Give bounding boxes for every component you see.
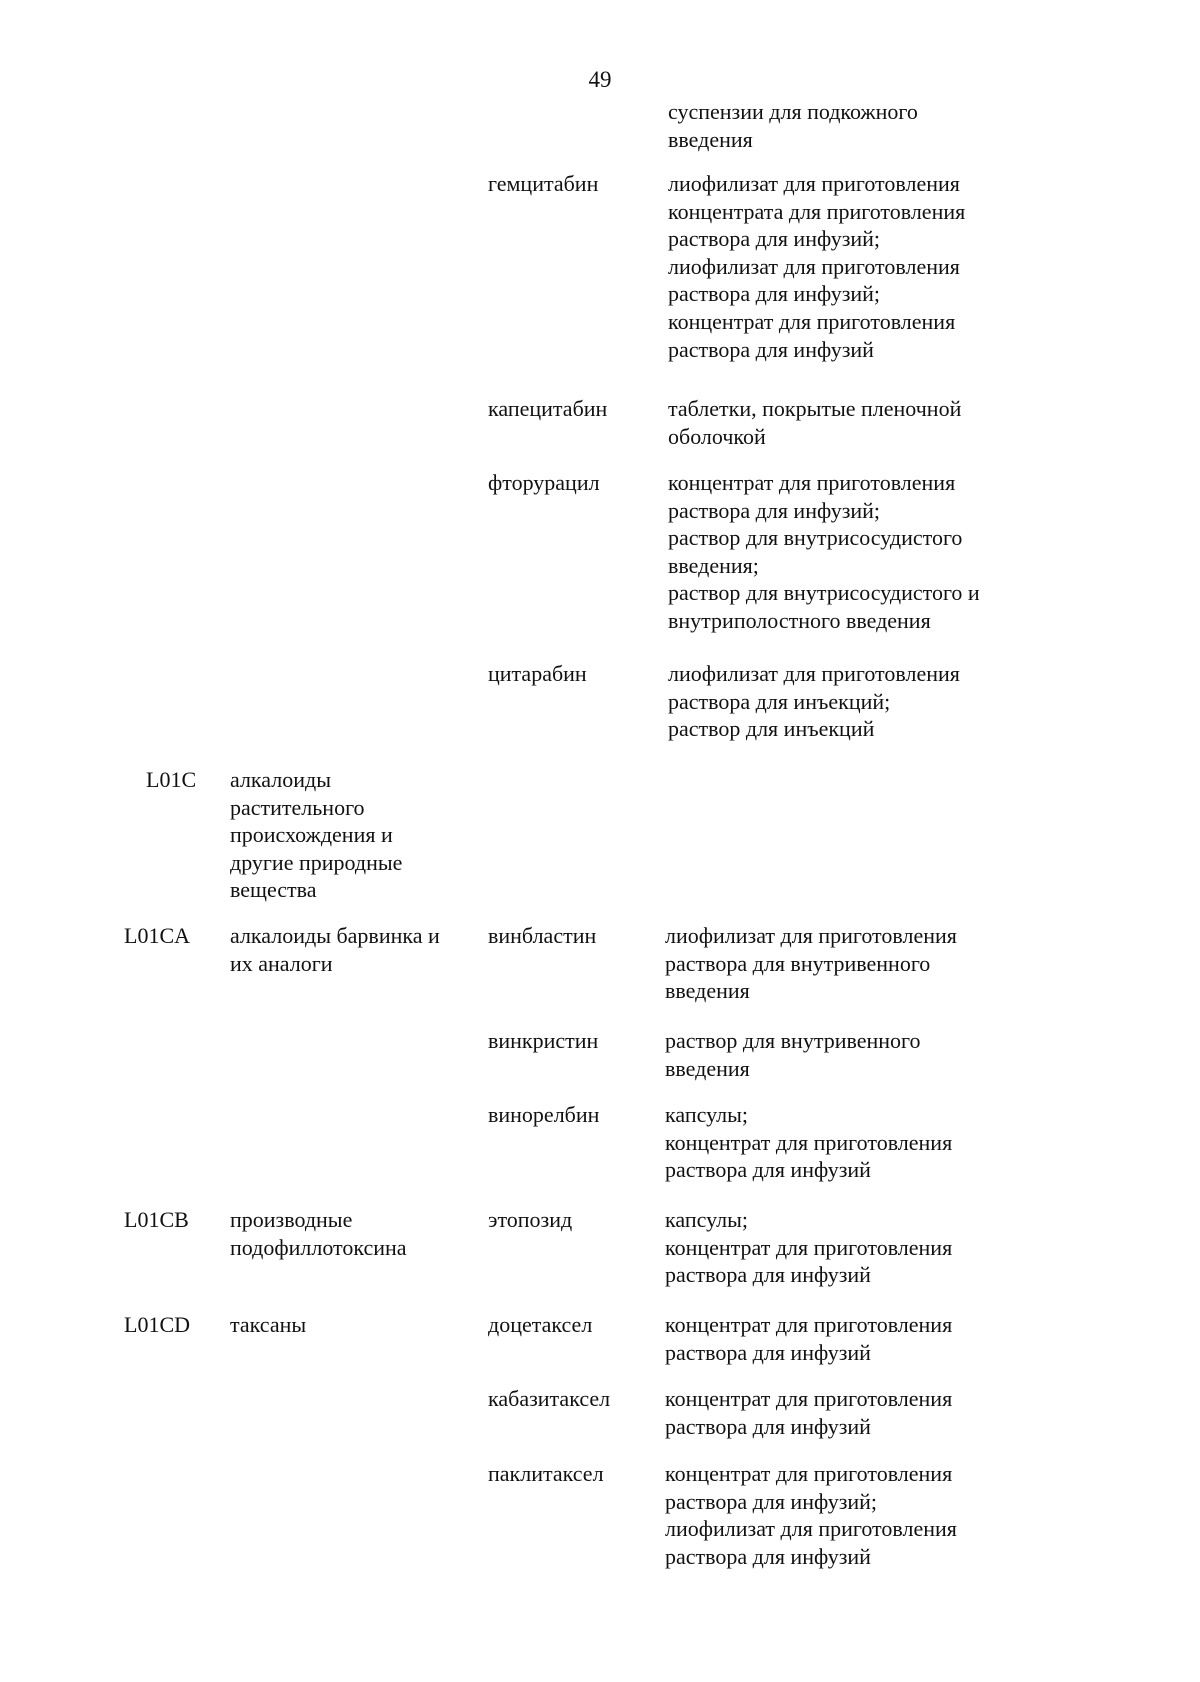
atc-code: L01C <box>146 767 197 792</box>
drug-name: капецитабин <box>488 396 608 421</box>
atc-group-name: алкалоиды барвинка и их аналоги <box>230 923 440 976</box>
page-number: 49 <box>588 67 612 92</box>
dosage-form: лиофилизат для приготовления раствора для внутривенного введения <box>665 923 957 1004</box>
atc-group-name: таксаны <box>230 1312 307 1337</box>
dosage-form: таблетки, покрытые пленочной оболочкой <box>668 396 962 449</box>
atc-code: L01CB <box>124 1207 189 1232</box>
drug-name: кабазитаксел <box>488 1386 611 1411</box>
dosage-form: капсулы; концентрат для приготовления раствора для инфузий <box>665 1102 953 1183</box>
drug-name: этопозид <box>488 1207 573 1232</box>
atc-group-name: алкалоиды растительного происхождения и другие природные вещества <box>230 767 403 903</box>
atc-group-name: производные подофиллотоксина <box>230 1207 407 1260</box>
drug-name: цитарабин <box>488 661 587 686</box>
drug-name: гемцитабин <box>488 171 599 196</box>
atc-code: L01CA <box>124 923 190 948</box>
drug-name: фторурацил <box>488 470 600 495</box>
drug-name: винкристин <box>488 1028 599 1053</box>
drug-name: доцетаксел <box>488 1312 593 1337</box>
dosage-form: суспензии для подкожного введения <box>668 99 918 152</box>
drug-name: паклитаксел <box>488 1461 604 1486</box>
dosage-form: концентрат для приготовления раствора для инфузий <box>665 1312 953 1365</box>
dosage-form: концентрат для приготовления раствора для инфузий; лиофилизат для приготовления раствора для инфузий <box>665 1461 957 1569</box>
dosage-form: лиофилизат для приготовления раствора для инъекций; раствор для инъекций <box>668 661 960 742</box>
dosage-form: концентрат для приготовления раствора для инфузий <box>665 1386 953 1439</box>
dosage-form: лиофилизат для приготовления концентрата для приготовления раствора для инфузий; лиофилизат для приготовления раствора для инфузий; концентрат для приготовления раствора для инфузий <box>668 171 966 362</box>
drug-name: винбластин <box>488 923 597 948</box>
drug-name: винорелбин <box>488 1102 600 1127</box>
atc-code: L01CD <box>124 1312 190 1337</box>
dosage-form: раствор для внутривенного введения <box>665 1028 921 1081</box>
dosage-form: концентрат для приготовления раствора для инфузий; раствор для внутрисосудистого введения; раствор для внутрисосудистого и внутриполостного введения <box>668 470 980 633</box>
dosage-form: капсулы; концентрат для приготовления раствора для инфузий <box>665 1207 953 1288</box>
